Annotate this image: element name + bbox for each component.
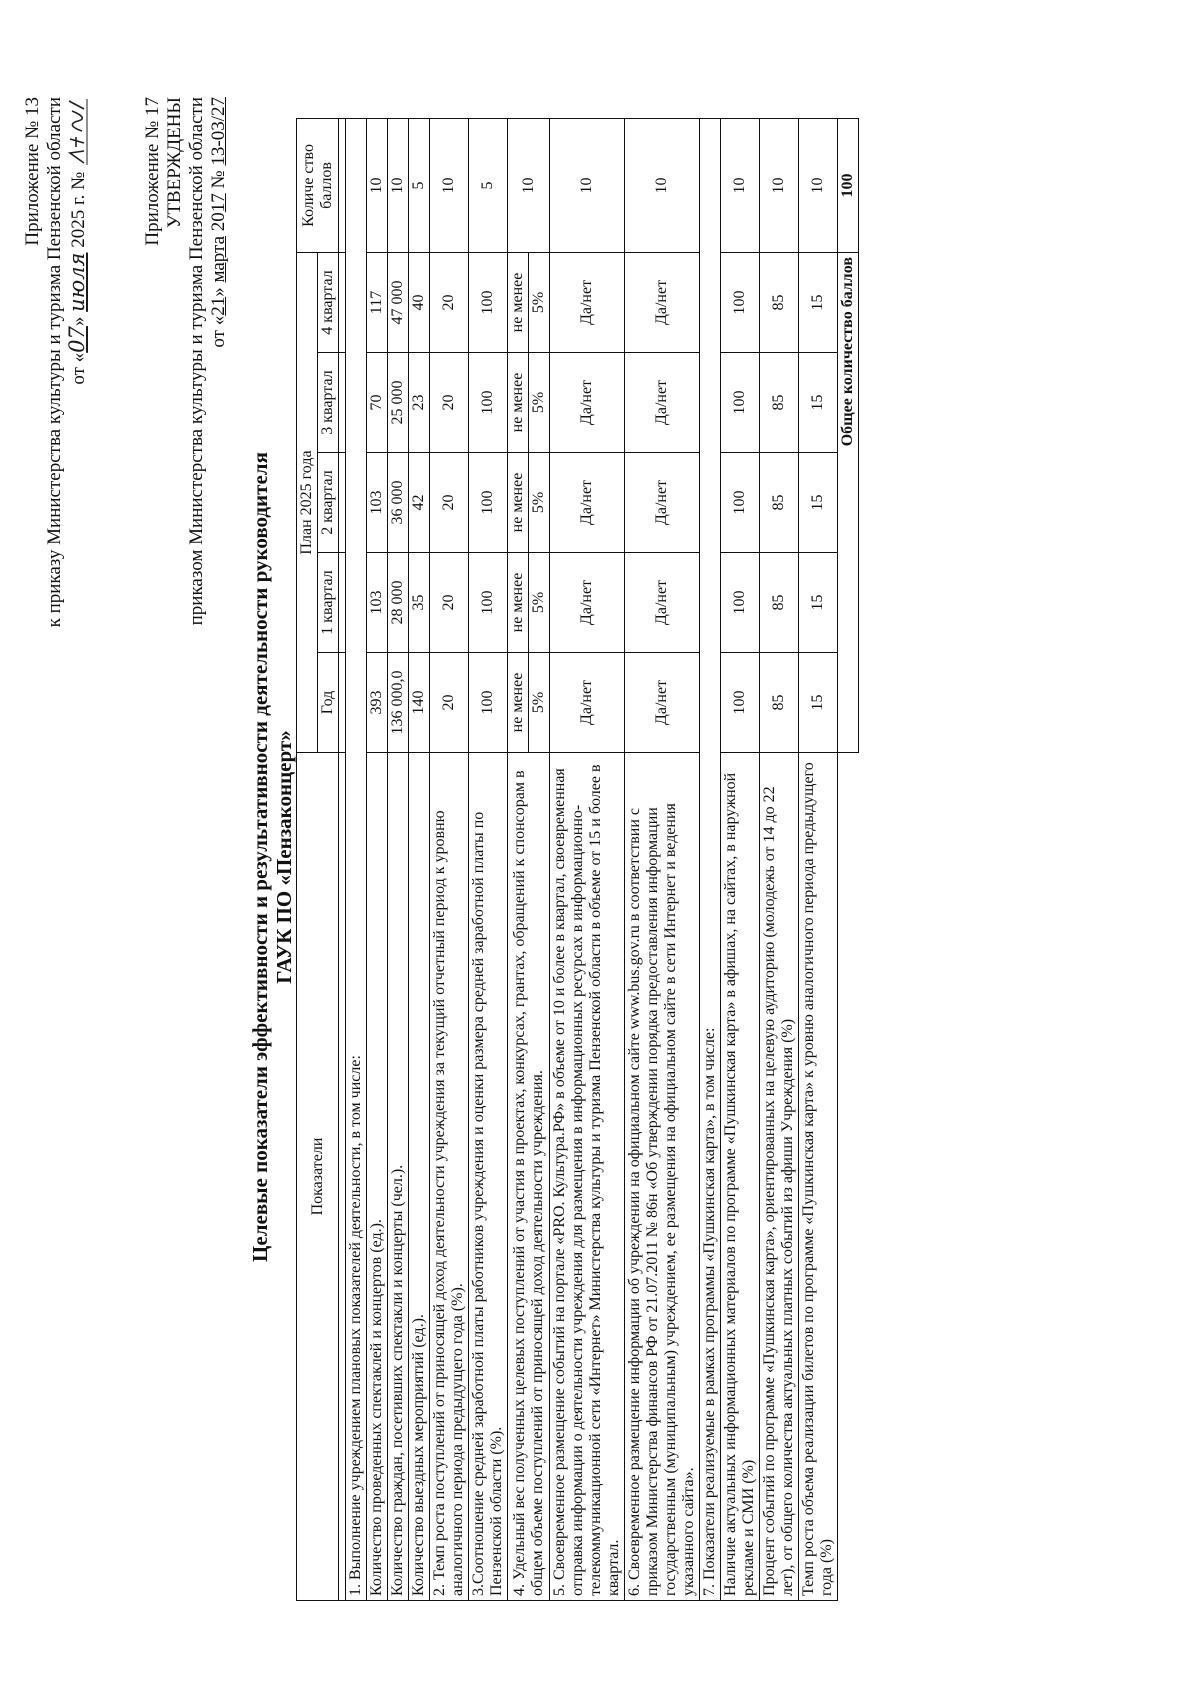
indicator-name: 4. Удельный вес полученных целевых поступлений от участия в проектах, конкурсах, грантах, обращений к спонсорам в общем объеме поступлений от приносящей доход деятельности учреждения.	[508, 753, 550, 1601]
table-header-row-1	[297, 118, 318, 1600]
value-q3: 85	[760, 353, 799, 453]
value-q3-b: 5%	[529, 353, 550, 453]
value-points: 10	[721, 118, 760, 252]
approval-header	[142, 97, 230, 857]
value-year: Да/нет	[550, 653, 625, 753]
value-q4: Да/нет	[550, 252, 625, 352]
value-points: 10	[550, 118, 625, 252]
header-q4: 4 квартал	[318, 252, 339, 352]
header-plan: План 2025 года	[297, 252, 318, 752]
value-q4: 100	[469, 252, 508, 352]
indicator-name: Темп роста объема реализации билетов по программе «Пушкинская карта» к уровню аналогичного периода предыдущего года (%)	[799, 753, 838, 1601]
value-q2: 100	[469, 453, 508, 553]
indicator-name: Количество проведенных спектаклей и концертов (ед.).	[367, 753, 388, 1601]
indicator-name: 3.Соотношение средней заработной платы работников учреждения и оценки размера средней заработной платы по Пензенской области (%).	[469, 753, 508, 1601]
group-row-1	[346, 118, 367, 1600]
handwritten-month: июля	[65, 252, 89, 312]
value-points: 5	[469, 118, 508, 252]
title-line-2: ГАУК ПО «Пензаконцерт»	[272, 730, 296, 984]
value-points: 5	[409, 118, 430, 252]
group-title: 7. Показатели реализуемые в рамках программы «Пушкинская карта», в том числе:	[700, 118, 721, 1600]
approval-day: 21	[208, 296, 229, 316]
handwritten-order-number	[66, 97, 88, 167]
table-row	[469, 118, 508, 1600]
approval-month: марта	[208, 236, 229, 283]
spacer-row	[339, 118, 346, 1600]
indicators-table-wrap	[296, 119, 859, 1601]
title-line-1: Целевые показатели эффективности и результативности деятельности руководителя	[248, 452, 272, 1262]
value-q1-a: не менее	[508, 553, 529, 653]
value-q1: 15	[799, 553, 838, 653]
value-q4: 100	[721, 252, 760, 352]
value-q3: Да/нет	[625, 353, 700, 453]
value-q4-a: не менее	[508, 252, 529, 352]
order-date-line: от «07» июля 2025 г. №	[66, 97, 90, 857]
value-q3: Да/нет	[550, 353, 625, 453]
value-points: 10	[508, 118, 550, 252]
group-title: 1. Выполнение учреждением плановых показателей деятельности, в том числе:	[346, 118, 367, 1600]
header-indicators: Показатели	[297, 753, 339, 1601]
approval-number: 13-03/27	[208, 97, 229, 166]
value-q3: 23	[409, 353, 430, 453]
value-q2: Да/нет	[625, 453, 700, 553]
value-q3: 70	[367, 353, 388, 453]
value-q4: 15	[799, 252, 838, 352]
table-row	[367, 118, 388, 1600]
total-value: 100	[838, 118, 859, 252]
total-empty	[838, 753, 859, 1601]
value-q1: 35	[409, 553, 430, 653]
value-q1: 100	[469, 553, 508, 653]
value-points: 10	[430, 118, 469, 252]
table-row	[799, 118, 838, 1600]
indicator-name: Наличие актуальных информационных материалов по программе «Пушкинская карта» в афишах, на сайтах, в наружной рекламе и СМИ (%)	[721, 753, 760, 1601]
value-q2: 103	[367, 453, 388, 553]
total-row	[838, 118, 859, 1600]
order-header	[22, 97, 90, 857]
value-year: 15	[799, 653, 838, 753]
value-q4: 20	[430, 252, 469, 352]
value-points: 10	[367, 118, 388, 252]
value-year: 136 000,0	[388, 653, 409, 753]
value-points: 10	[625, 118, 700, 252]
table-row	[409, 118, 430, 1600]
table-row	[760, 118, 799, 1600]
table-row	[388, 118, 409, 1600]
value-q4: 40	[409, 252, 430, 352]
indicator-name: Количество выездных мероприятий (ед.).	[409, 753, 430, 1601]
indicator-name: Процент событий по программе «Пушкинская карта», ориентированных на целевую аудиторию (молодежь от 14 до 22 лет), от общего количества актуальных платных событий из афиши Учреждения (%)	[760, 753, 799, 1601]
group-row-7	[700, 118, 721, 1600]
table-row	[508, 118, 529, 1600]
value-year-a: не менее	[508, 653, 529, 753]
approval-year: 17	[208, 193, 229, 213]
value-q1: 100	[721, 553, 760, 653]
table-row	[430, 118, 469, 1600]
indicator-name: Количество граждан, посетивших спектакли и концерты (чел.).	[388, 753, 409, 1601]
value-q2: 85	[760, 453, 799, 553]
indicators-table	[296, 118, 859, 1601]
value-q4-b: 5%	[529, 252, 550, 352]
value-q2: 20	[430, 453, 469, 553]
indicator-name: 2. Темп роста поступлений от приносящей доход деятельности учреждения за текущий отчетный период к уровню аналогичного периода предыдущего года (%).	[430, 753, 469, 1601]
header-q3: 3 квартал	[318, 353, 339, 453]
handwritten-day: 07	[65, 326, 89, 353]
value-q1: 20	[430, 553, 469, 653]
order-reference: к приказу Министерства культуры и туризма Пензенской области	[44, 97, 65, 628]
value-q3: 100	[721, 353, 760, 453]
header-year: Год	[318, 653, 339, 753]
value-q1: Да/нет	[625, 553, 700, 653]
value-q4: 47 000	[388, 252, 409, 352]
value-q2-a: не менее	[508, 453, 529, 553]
value-q4: 85	[760, 252, 799, 352]
table-row	[550, 118, 625, 1600]
value-year: Да/нет	[625, 653, 700, 753]
value-q2: 42	[409, 453, 430, 553]
value-year-b: 5%	[529, 653, 550, 753]
document-title	[248, 317, 296, 1397]
value-points: 10	[760, 118, 799, 252]
value-year: 140	[409, 653, 430, 753]
value-q3-a: не менее	[508, 353, 529, 453]
value-q4: Да/нет	[625, 252, 700, 352]
value-q1: 103	[367, 553, 388, 653]
value-q1: 85	[760, 553, 799, 653]
value-q1: Да/нет	[550, 553, 625, 653]
value-points: 10	[388, 118, 409, 252]
header-q2: 2 квартал	[318, 453, 339, 553]
value-q1-b: 5%	[529, 553, 550, 653]
value-points: 10	[799, 118, 838, 252]
value-year: 100	[721, 653, 760, 753]
value-q3: 100	[469, 353, 508, 453]
approval-date-line: от «21» марта 2017 № 13-03/27	[208, 97, 229, 348]
indicator-name: 5. Своевременное размещение событий на портале «PRO. Культура.РФ» в объеме от 10 и более в квартал, своевременная отправка информации о деятельности учреждения для размещения в информационных ресурсах в информационно-телекоммуникационной сети «Интернет» Министерства культуры и туризма Пензенской области в объеме от 15 и более в квартал.	[550, 753, 625, 1601]
approval-order: приказом Министерства культуры и туризма Пензенской области	[186, 97, 207, 626]
value-q3: 25 000	[388, 353, 409, 453]
value-q2: Да/нет	[550, 453, 625, 553]
value-year: 20	[430, 653, 469, 753]
value-q3: 20	[430, 353, 469, 453]
value-q4: 117	[367, 252, 388, 352]
value-q2: 15	[799, 453, 838, 553]
total-label: Общее количество баллов	[838, 252, 859, 752]
value-q2: 100	[721, 453, 760, 553]
table-row	[721, 118, 760, 1600]
approval-status: УТВЕРЖДЕНЫ	[164, 97, 185, 229]
value-q2: 36 000	[388, 453, 409, 553]
value-year: 85	[760, 653, 799, 753]
value-q2-b: 5%	[529, 453, 550, 553]
value-year: 393	[367, 653, 388, 753]
indicator-name: 6. Своевременное размещение информации об учреждении на официальном сайте www.bus.gov.ru в соответствии с приказом Министерства финансов РФ от 21.07.2011 № 86н «Об утверждении порядка предоставления информации государственным (муниципальным) учреждением, ее размещения на официальном сайте в сети Интернет и ведения указанного сайта».	[625, 753, 700, 1601]
value-q3: 15	[799, 353, 838, 453]
appendix-number: Приложение № 13	[22, 97, 43, 246]
value-year: 100	[469, 653, 508, 753]
value-q1: 28 000	[388, 553, 409, 653]
header-points: Количе ство баллов	[297, 118, 339, 252]
table-row	[625, 118, 700, 1600]
header-q1: 1 квартал	[318, 553, 339, 653]
approval-appendix: Приложение № 17	[142, 97, 163, 246]
